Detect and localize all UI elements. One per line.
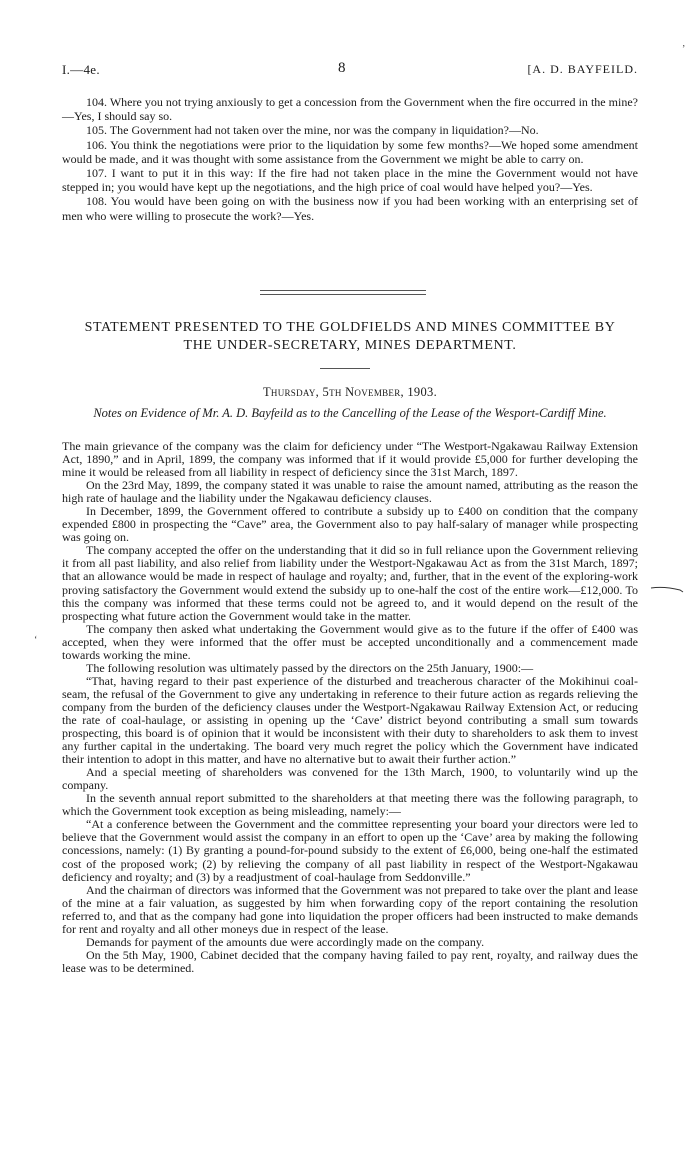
- body-paragraph: Demands for payment of the amounts due were accordingly made on the company.: [86, 934, 485, 949]
- statement-body: [62, 440, 638, 975]
- body-paragraph: The following resolution was ultimately passed by the directors on the 25th January, 1900:—: [86, 660, 534, 675]
- body-paragraph: In December, 1899, the Government offered to contribute a subsidy up to £400 on condition that the company expended £800 in prospecting the “Cave” area, the Government also to pay half-salary of manager while prospecting was going on.: [62, 504, 638, 545]
- qa-item: 108. You would have been going on with the business now if you had been working with an enterprising set of men who were willing to prosecute the work?—Yes.: [62, 194, 638, 223]
- running-head: [62, 62, 638, 80]
- body-paragraph: The company accepted the offer on the understanding that it did so in full reliance upon the Government relieving it from all past liability, and also relief from liability under the Westport-Ngakawau Act as from the 31st March, 1897; that an allowance would be made in respect of haulage and royalty; and, further, that in the event of the exploring-work proving satisfactory the Government would extend the subsidy up to one-half the cost of the entire work—£12,000. To this the company was informed that these terms could not be agreed to, and it would depend on the result of the prospecting what future action the Government would take in the matter.: [62, 543, 638, 623]
- quoted-report-paragraph: “At a conference between the Government and the committee representing your board your directors were led to believe that the Government would assist the company in an effort to open up the ‘Cave’ area by making the following concessions, namely: (1) By granting a pound-for-pound subsidy to the extent of £6,000, being one-half the estimated cost of the proposed work; (2) by relieving the company of all past liability in respect of the Westport-Ngakawau deficiency and royalty; and (3) by a readjustment of coal-haulage from Seddonville.”: [62, 817, 638, 884]
- notes-title: Notes on Evidence of Mr. A. D. Bayfeild as to the Cancelling of the Lease of the Wesport-Cardiff Mine.: [93, 406, 607, 420]
- statement-title: [62, 319, 638, 355]
- body-paragraph: In the seventh annual report submitted to the shareholders at that meeting there was the following paragraph, to which the Government took exception as being misleading, namely:—: [62, 791, 638, 819]
- body-paragraph: On the 23rd May, 1899, the company stated it was unable to raise the amount named, attributing as the reason the high rate of haulage and the liability under the Ngakawau deficiency clauses.: [62, 478, 638, 506]
- question-answer-list: [62, 95, 638, 223]
- qa-item: 107. I want to put it in this way: If the fire had not taken place in the mine the Government would not have stepped in; you would have kept up the negotiations, and the high price of coal would have helped you?—Yes.: [62, 166, 638, 195]
- body-paragraph: The company then asked what undertaking the Government would give as to the future if the offer of £400 was accepted, when they were informed that the offer must be accepted unconditionally and a commencement made towards working the mine.: [62, 621, 638, 662]
- qa-item: 105. The Government had not taken over the mine, nor was the company in liquidation?—No.: [86, 123, 539, 138]
- page-number: 8: [338, 60, 346, 76]
- margin-mark: ‘: [34, 635, 38, 646]
- statement-title-line: STATEMENT PRESENTED TO THE GOLDFIELDS AND MINES COMMITTEE BY: [84, 320, 616, 335]
- body-paragraph: And a special meeting of shareholders was convened for the 13th March, 1900, to voluntarily wind up the company.: [62, 765, 638, 793]
- margin-stroke: [650, 586, 684, 594]
- title-rule: [320, 368, 370, 369]
- statement-date: Thursday, 5th November, 1903.: [262, 385, 438, 399]
- quoted-resolution: “That, having regard to their past experience of the disturbed and treacherous character of the Mokihinui coal-seam, the refusal of the Government to give any undertaking in reference to their future action as regards relieving the company from the burden of the deficiency clauses under the Westport-Ngakawau Railway Extension Act, or reducing the rate of coal-haulage, or assisting in opening up the ‘Cave’ district beyond contributing a small sum towards prospecting, this board is of opinion that it would be inconsistent with their duty to shareholders to ask them to invest any further capital in the undertaking. The board very much regret the policy which the Government have indicated their intention to adopt in this matter, and have no alternative but to await their further action.”: [62, 673, 638, 767]
- body-paragraph: And the chairman of directors was informed that the Government was not prepared to take over the plant and lease of the mine at a fair valuation, as suggested by him when forwarding copy of the report containing the resolution referred to, and that as the company had gone into liquidation the proper officers had been instructed to make demands for rent and royalty and all other moneys due in respect of the lease.: [62, 882, 638, 936]
- margin-mark: ʼ: [682, 44, 686, 55]
- paper-reference: I.—4e.: [62, 62, 100, 77]
- witness-name: [A. D. BAYFEILD.: [527, 62, 638, 76]
- body-paragraph: On the 5th May, 1900, Cabinet decided that the company having failed to pay rent, royalty, and railway dues the lease was to be determined.: [62, 947, 638, 975]
- body-paragraph: The main grievance of the company was the claim for deficiency under “The Westport-Ngakawau Railway Extension Act, 1890,” and in April, 1899, the company was informed that if it would provide £5,000 for further developing the mine it would be released from all liability in respect of deficiency since the 31st March, 1897.: [62, 439, 638, 480]
- qa-item: 106. You think the negotiations were prior to the liquidation by some few months?—We hoped some amendment would be made, and it was thought with some assistance from the Government we might be able to carry on.: [62, 137, 638, 166]
- statement-title-line: THE UNDER-SECRETARY, MINES DEPARTMENT.: [183, 338, 517, 353]
- qa-item: 104. Where you not trying anxiously to get a concession from the Government when the fire occurred in the mine?—Yes, I should say so.: [62, 95, 638, 124]
- section-divider: [260, 290, 426, 295]
